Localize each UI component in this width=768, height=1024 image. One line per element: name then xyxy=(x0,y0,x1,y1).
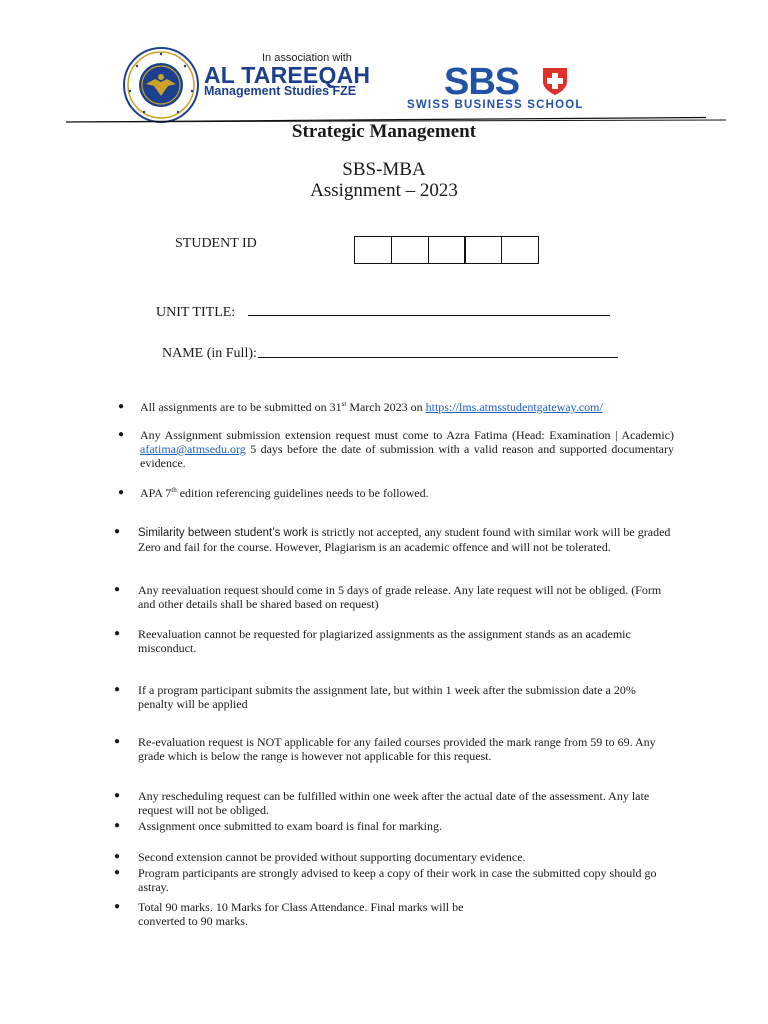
student-id-box[interactable] xyxy=(501,236,539,264)
al-tareeqah-seal-logo xyxy=(122,46,200,124)
list-item xyxy=(114,683,674,711)
bullet: ● xyxy=(114,820,121,831)
bullet: ● xyxy=(114,867,121,878)
name-blank[interactable] xyxy=(258,357,618,358)
item-text: Second extension cannot be provided without supporting documentary evidence. xyxy=(138,850,526,864)
assignment-year: Assignment – 2023 xyxy=(310,180,458,201)
item-text: Similarity between student’s work xyxy=(138,527,308,539)
association-note: In association with xyxy=(262,52,352,64)
list-item xyxy=(114,866,674,894)
email-link[interactable]: afatima@atmsedu.org xyxy=(140,442,246,456)
list-item xyxy=(114,627,674,655)
list-item xyxy=(118,400,674,414)
bullet: ● xyxy=(114,736,121,747)
item-text: converted to 90 marks. xyxy=(138,914,248,928)
list-item xyxy=(114,850,674,864)
student-id-boxes xyxy=(354,236,539,264)
item-text: is strictly not accepted, any student found with similar work will be graded Zero and fail for the course. However, Plagiarism is an academic offence and will not be tolerated. xyxy=(138,525,671,554)
item-text: If a program participant submits the assignment late, but within 1 week after the submission date a 20% penalty will be applied xyxy=(138,683,636,711)
student-id-label: STUDENT ID xyxy=(175,236,257,251)
list-item xyxy=(114,819,674,833)
bullet: ● xyxy=(114,684,121,695)
item-text: Any rescheduling request can be fulfilled within one week after the actual date of the assessment. Any late request will not be obliged. xyxy=(138,789,650,817)
item-text: Reevaluation cannot be requested for plagiarized assignments as the assignment stands as an academic misconduct. xyxy=(138,627,631,655)
student-id-box[interactable] xyxy=(391,236,429,264)
student-id-box[interactable] xyxy=(428,236,466,264)
item-text: Assignment once submitted to exam board is final for marking. xyxy=(138,819,442,833)
item-text: Any reevaluation request should come in 5 days of grade release. Any late request will not be obliged. (Form and other details shall be shared based on request) xyxy=(138,583,662,611)
sbs-logo-text: SBS xyxy=(444,61,520,103)
bullet: ● xyxy=(118,487,125,498)
item-text: Any Assignment submission extension request must come to Azra Fatima (Head: Examination | Academic) xyxy=(140,428,674,442)
document-title: Strategic Management xyxy=(291,121,477,142)
item-text: 5 days before the date of submission with a valid reason and supported documentary evidence. xyxy=(140,442,674,470)
program-name: SBS-MBA xyxy=(342,159,426,180)
bullet: ● xyxy=(114,584,121,595)
name-label: NAME (in Full): xyxy=(162,346,257,361)
list-item xyxy=(114,900,674,928)
bullet: ● xyxy=(118,401,125,412)
list-item xyxy=(118,428,674,470)
item-text: All assignments are to be submitted on 31 xyxy=(140,400,342,414)
partner-name: AL TAREEQAH xyxy=(204,62,371,88)
item-text: Program participants are strongly advised to keep a copy of their work in case the submitted copy should go astray. xyxy=(138,866,657,894)
unit-title-label: UNIT TITLE: xyxy=(156,305,236,320)
list-item xyxy=(114,525,674,554)
lms-link[interactable]: https://lms.atmsstudentgateway.com/ xyxy=(425,400,603,414)
bullet: ● xyxy=(114,851,121,862)
list-item xyxy=(118,486,674,500)
bullet: ● xyxy=(114,790,121,801)
item-text: Total 90 marks. 10 Marks for Class Attendance. Final marks will be xyxy=(138,900,464,914)
superscript: st xyxy=(341,400,347,408)
bullet: ● xyxy=(114,628,121,639)
item-text: edition referencing guidelines needs to be followed. xyxy=(176,486,429,500)
school-name: SWISS BUSINESS SCHOOL xyxy=(407,99,584,111)
superscript: th xyxy=(171,486,177,494)
swiss-cross-icon xyxy=(540,66,570,96)
bullet: ● xyxy=(118,429,125,440)
list-item xyxy=(114,789,674,817)
student-id-box[interactable] xyxy=(464,236,502,264)
bullet: ● xyxy=(114,901,121,912)
partner-subtitle: Management Studies FZE xyxy=(204,84,357,98)
unit-title-blank[interactable] xyxy=(248,315,610,316)
bullet: ● xyxy=(114,526,121,537)
item-text: Re-evaluation request is NOT applicable for any failed courses provided the mark range from 59 to 69. Any grade which is below the range is however not applicable for this request. xyxy=(138,735,656,763)
list-item xyxy=(114,735,674,763)
list-item xyxy=(114,583,674,611)
item-text: APA 7 xyxy=(140,486,172,500)
item-text: March 2023 on xyxy=(346,400,426,414)
student-id-box[interactable] xyxy=(354,236,392,264)
